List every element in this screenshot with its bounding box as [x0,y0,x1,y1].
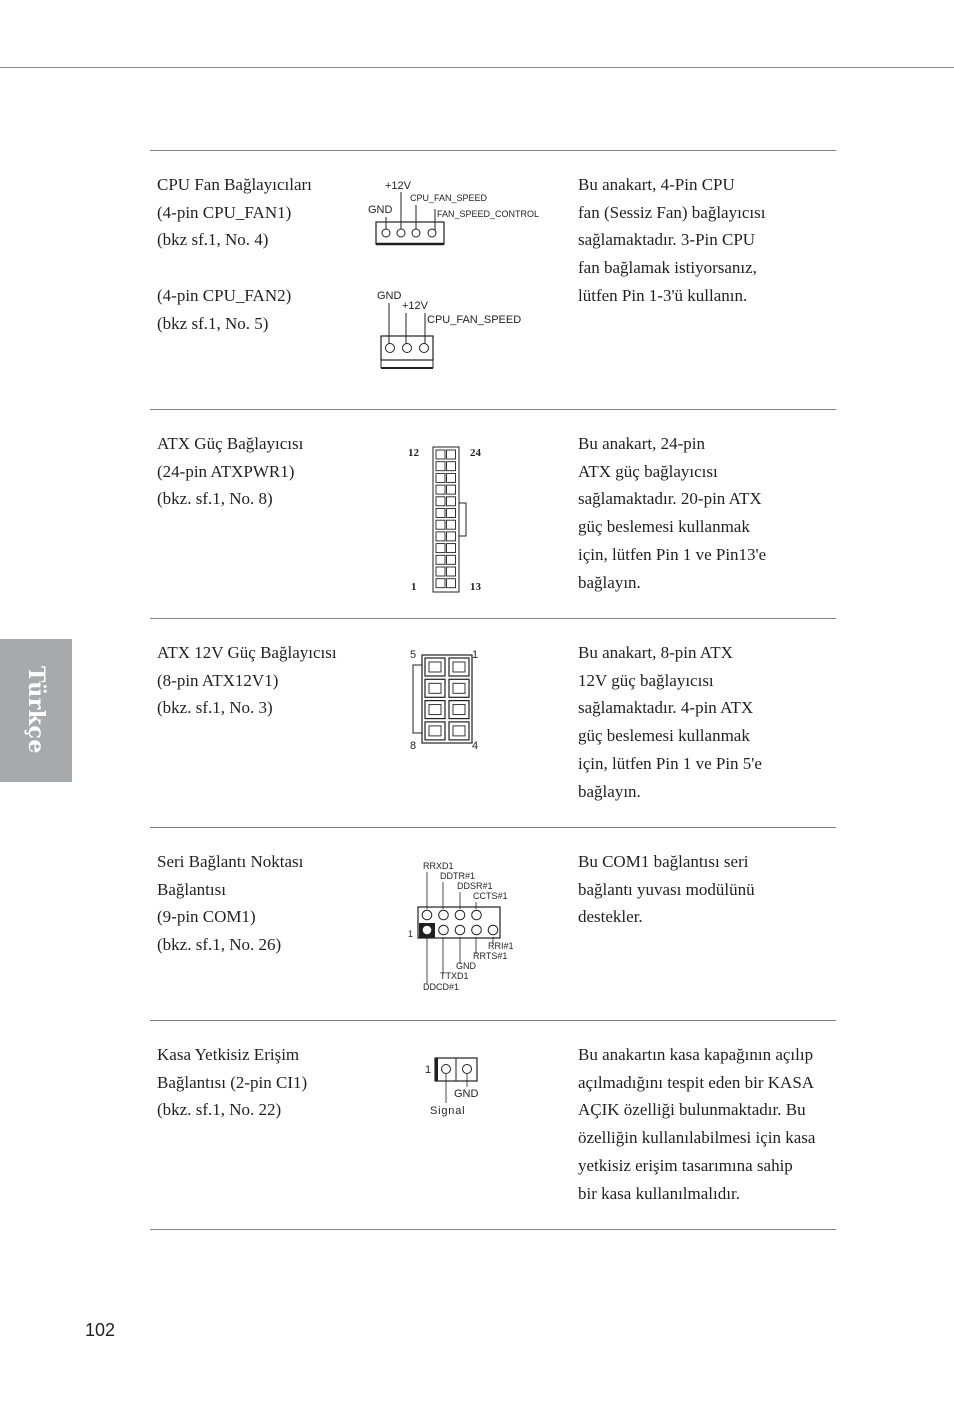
text-line: (bkz. sf.1, No. 22) [157,1100,282,1120]
label-12v: +12V [385,180,411,192]
text-line: ATX Güç Bağlayıcısı [157,434,304,453]
pin-label-gnd: GND [456,961,476,971]
pin-square [449,679,469,697]
text-line: fan (Sessiz Fan) bağlayıcısı [578,202,766,222]
label-12v: +12V [402,300,428,312]
text-line: bir kasa kullanılmalıdır. [578,1183,740,1203]
label-gnd: GND [368,204,393,216]
pin-square [447,485,456,494]
pin-square [436,555,445,564]
atx12v-title-block [157,639,372,722]
section-divider [150,1229,836,1230]
pin-square [425,658,445,676]
pin-square [447,509,456,518]
pin-square [436,497,445,506]
text-line: sağlamaktadır. 20-pin ATX [578,489,762,509]
text-line: destekler. [578,907,643,927]
text-line: (24-pin ATXPWR1) [157,461,295,481]
pin-square [436,567,445,576]
pin-square [447,520,456,529]
com-title-block [157,848,372,959]
pin-square [436,544,445,553]
label-cpu-fan-speed: CPU_FAN_SPEED [410,193,488,203]
text-line: (bkz. sf.1, No. 26) [157,935,282,955]
atx12v-description [578,639,838,805]
chassis-intrusion-title-block [157,1041,372,1124]
label-gnd: GND [377,290,402,302]
section-divider [150,618,836,619]
pin-label-ddtr1: DDTR#1 [440,871,476,881]
pin-circle [455,925,465,935]
text-line: (4-pin CPU_FAN1) [157,202,292,222]
ci1-connector-diagram [415,1050,505,1125]
pin-circle [439,910,449,920]
text-line: (bkz sf.1, No. 5) [157,313,269,333]
pin-label-rrxd1: RRXD1 [423,861,454,871]
pin-square [436,473,445,482]
connector-latch [413,665,422,733]
text-line: yetkisiz erişim tasarımına sahip [578,1155,793,1175]
pin-square [449,722,469,740]
text-line: güç beslemesi kullanmak [578,726,750,746]
pin-label-4: 4 [472,740,479,752]
pin-label-ddcd1: DDCD#1 [423,982,460,992]
text-line: Seri Bağlantı Noktası [157,852,304,871]
pin-label-ttxd1: TTXD1 [440,971,469,981]
pin-hole [453,705,465,715]
pin-square [436,579,445,588]
atx12v-connector-diagram [400,645,500,760]
text-line: için, lütfen Pin 1 ve Pin13'e [578,544,767,564]
atx24-connector-diagram [400,440,500,600]
pin-label-24: 24 [470,447,481,459]
text-line: AÇIK özelliği bulunmaktadır. Bu [578,1100,806,1120]
language-tab [0,639,72,782]
text-line: lütfen Pin 1-3'ü kullanın. [578,285,748,305]
text-line: Bu anakart, 4-Pin CPU [578,175,735,194]
text-line: (9-pin COM1) [157,907,256,927]
pin-square [425,679,445,697]
chassis-intrusion-description [578,1041,838,1207]
com1-connector-diagram [400,855,530,1000]
pin-circle [472,910,482,920]
pin-hole [453,726,465,736]
text-line: Bu anakartın kasa kapağının açılıp [578,1045,814,1064]
pin-square [447,555,456,564]
pin-hole [429,705,441,715]
pin-square [436,532,445,541]
text-line: CPU Fan Bağlayıcıları [157,175,312,194]
text-line: (bkz. sf.1, No. 3) [157,698,273,718]
label-signal: Signal [430,1105,466,1117]
page-number: 102 [85,1320,116,1340]
label-cpu-fan-speed: CPU_FAN_SPEED [427,314,522,326]
section-divider [150,827,836,828]
pin-square [436,450,445,459]
atx-power-title-block [157,430,372,513]
pin-square [447,567,456,576]
pin-square [449,701,469,719]
text-line: açılmadığını tespit eden bir KASA [578,1072,815,1092]
text-line: 12V güç bağlayıcısı [578,670,714,690]
label-gnd: GND [454,1088,479,1100]
pin-label-8: 8 [410,740,417,752]
text-line: (4-pin CPU_FAN2) [157,285,292,305]
pin-square [436,462,445,471]
text-line: güç beslemesi kullanmak [578,517,750,537]
text-line: Bu anakart, 8-pin ATX [578,643,733,662]
cpu-fan1-connector-diagram [360,175,580,260]
pin-square [447,497,456,506]
pin-label-ccts1: CCTS#1 [473,891,508,901]
pin-hole [429,726,441,736]
pin-square [436,485,445,494]
pin-hole [429,683,441,693]
text-line: fan bağlamak istiyorsanız, [578,258,757,278]
text-line: Bu anakart, 24-pin [578,434,705,453]
language-tab-label: Türkçe [23,666,49,754]
text-line: Bu COM1 bağlantısı seri [578,852,749,871]
atx-power-description [578,430,838,596]
pin-square [436,520,445,529]
pin-square [447,544,456,553]
text-line: (bkz sf.1, No. 4) [157,230,269,250]
pin-square [447,462,456,471]
pin-label-rrts1: RRTS#1 [473,951,508,961]
pin-label-rri1: RRI#1 [488,941,514,951]
pin-hole [429,662,441,672]
pin-circle [455,910,465,920]
com-description [578,848,838,931]
text-line: Kasa Yetkisiz Erişim [157,1045,300,1064]
text-line: Bağlantısı (2-pin CI1) [157,1072,308,1092]
pin-circle [472,925,482,935]
text-line: ATX güç bağlayıcısı [578,461,718,481]
text-line: sağlamaktadır. 4-pin ATX [578,698,754,718]
cpu-fan-description [578,171,838,310]
text-line: için, lütfen Pin 1 ve Pin 5'e [578,753,762,773]
text-line: bağlantı yuvası modülünü [578,879,755,899]
pin-label-5: 5 [410,649,417,661]
pin-square [447,473,456,482]
pin-hole [453,683,465,693]
pin-label-1: 1 [411,581,417,593]
text-line: bağlayın. [578,781,641,801]
pin-circle [422,925,432,935]
top-rule [0,67,954,68]
pin-square [449,658,469,676]
text-line: özelliğin kullanılabilmesi için kasa [578,1128,816,1148]
pin-label-ddsr1: DDSR#1 [457,881,493,891]
pin-hole [453,662,465,672]
pin-square [447,450,456,459]
pin-label-1: 1 [408,929,414,939]
cpu-fan-title-block [157,171,372,337]
section-divider [150,150,836,151]
pin-circle [488,925,498,935]
connector-body [422,655,472,743]
pin-circle [439,925,449,935]
pin-label-12: 12 [408,447,419,459]
pin-square [447,579,456,588]
text-line: Bağlantısı [157,879,226,899]
pin-square [425,701,445,719]
text-line: bağlayın. [578,572,641,592]
pin-square [425,722,445,740]
pin-label-1: 1 [425,1064,432,1076]
text-line: (bkz. sf.1, No. 8) [157,489,273,509]
section-divider [150,1020,836,1021]
section-divider [150,409,836,410]
connector-latch [459,503,466,536]
pin-square [436,509,445,518]
pin-label-13: 13 [470,581,481,593]
text-line: sağlamaktadır. 3-Pin CPU [578,230,756,250]
text-line: (8-pin ATX12V1) [157,670,279,690]
pin-square [447,532,456,541]
cpu-fan2-connector-diagram [360,285,560,375]
label-fan-speed-control: FAN_SPEED_CONTROL [437,209,540,219]
pin-label-1: 1 [472,649,479,661]
text-line: ATX 12V Güç Bağlayıcısı [157,643,337,662]
pin-circle [422,910,432,920]
